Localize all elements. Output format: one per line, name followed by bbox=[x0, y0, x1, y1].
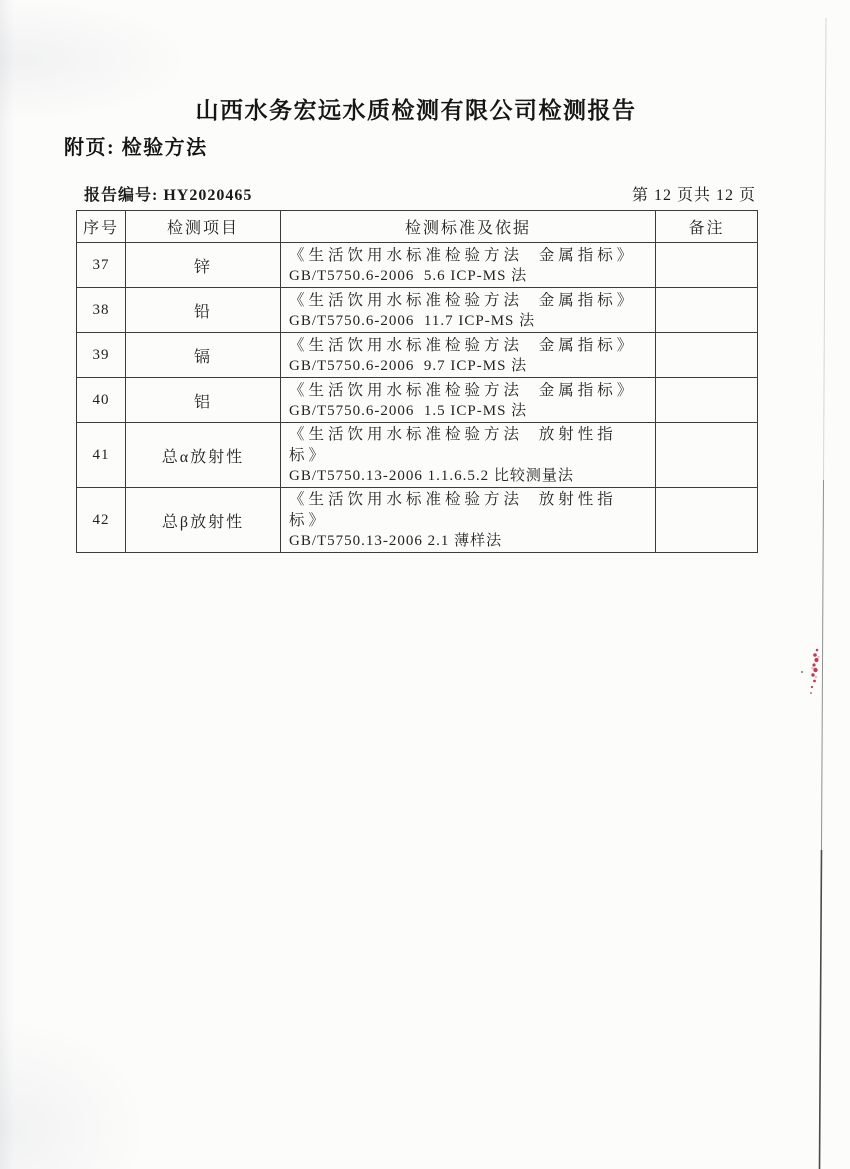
row-note bbox=[656, 288, 758, 333]
row-no: 38 bbox=[77, 288, 126, 333]
row-note bbox=[656, 423, 758, 488]
standard-line-2: GB/T5750.13-2006 1.1.6.5.2 比较测量法 bbox=[289, 468, 574, 484]
standard-line-2: GB/T5750.6-2006 9.7 ICP-MS 法 bbox=[289, 357, 528, 374]
standard-line-2: GB/T5750.6-2006 5.6 ICP-MS 法 bbox=[289, 267, 528, 284]
standard-line-1: 《生活饮用水标准检验方法 金属指标》 bbox=[289, 291, 637, 309]
standard-line-2: GB/T5750.6-2006 1.5 ICP-MS 法 bbox=[289, 402, 528, 419]
table-header-row bbox=[77, 211, 758, 243]
methods-table bbox=[76, 210, 758, 553]
table-row bbox=[77, 243, 758, 288]
table-row bbox=[77, 288, 758, 333]
row-item: 铅 bbox=[126, 288, 281, 333]
page-title: 山西水务宏远水质检测有限公司检测报告 bbox=[195, 97, 637, 123]
row-item: 铝 bbox=[126, 378, 281, 423]
row-no: 41 bbox=[77, 423, 126, 488]
row-no: 37 bbox=[77, 243, 126, 288]
row-standard bbox=[281, 333, 656, 378]
row-standard bbox=[281, 288, 656, 333]
row-note bbox=[656, 378, 758, 423]
standard-line-2: GB/T5750.13-2006 2.1 薄样法 bbox=[289, 533, 503, 549]
row-item: 锌 bbox=[126, 243, 281, 288]
table-row bbox=[77, 378, 758, 423]
edge-line-top bbox=[824, 18, 827, 480]
row-note bbox=[656, 243, 758, 288]
standard-line-1: 《生活饮用水标准检验方法 金属指标》 bbox=[289, 246, 637, 264]
row-no: 39 bbox=[77, 333, 126, 378]
row-standard bbox=[281, 243, 656, 288]
column-header-standard: 检测标准及依据 bbox=[281, 211, 656, 243]
page-number: 第 12 页共 12 页 bbox=[631, 187, 756, 204]
row-standard bbox=[281, 488, 656, 553]
column-header-note: 备注 bbox=[656, 211, 758, 243]
column-header-no: 序号 bbox=[77, 211, 126, 243]
column-header-item: 检测项目 bbox=[126, 211, 281, 243]
red-ink-halo bbox=[811, 656, 820, 678]
standard-line-1: 《生活饮用水标准检验方法 放射性指标》 bbox=[289, 426, 617, 464]
row-standard bbox=[281, 423, 656, 488]
table-row bbox=[77, 488, 758, 553]
row-no: 42 bbox=[77, 488, 126, 553]
edge-line-bottom bbox=[820, 850, 822, 1169]
report-number: 报告编号: HY2020465 bbox=[84, 187, 253, 204]
row-no: 40 bbox=[77, 378, 126, 423]
standard-line-1: 《生活饮用水标准检验方法 金属指标》 bbox=[289, 336, 637, 354]
attachment-subtitle: 附页: 检验方法 bbox=[64, 137, 208, 159]
table-row bbox=[77, 333, 758, 378]
row-standard bbox=[281, 378, 656, 423]
standard-line-1: 《生活饮用水标准检验方法 放射性指标》 bbox=[289, 491, 617, 529]
row-item: 镉 bbox=[126, 333, 281, 378]
row-note bbox=[656, 488, 758, 553]
table-row bbox=[77, 423, 758, 488]
red-ink-mark bbox=[798, 644, 828, 704]
standard-line-1: 《生活饮用水标准检验方法 金属指标》 bbox=[289, 381, 637, 399]
red-ink-dots bbox=[810, 649, 819, 694]
row-item: 总β放射性 bbox=[126, 488, 281, 553]
edge-line-mid bbox=[822, 480, 824, 850]
row-note bbox=[656, 333, 758, 378]
row-item: 总α放射性 bbox=[126, 423, 281, 488]
gray-speck bbox=[801, 671, 803, 673]
standard-line-2: GB/T5750.6-2006 11.7 ICP-MS 法 bbox=[289, 312, 536, 329]
